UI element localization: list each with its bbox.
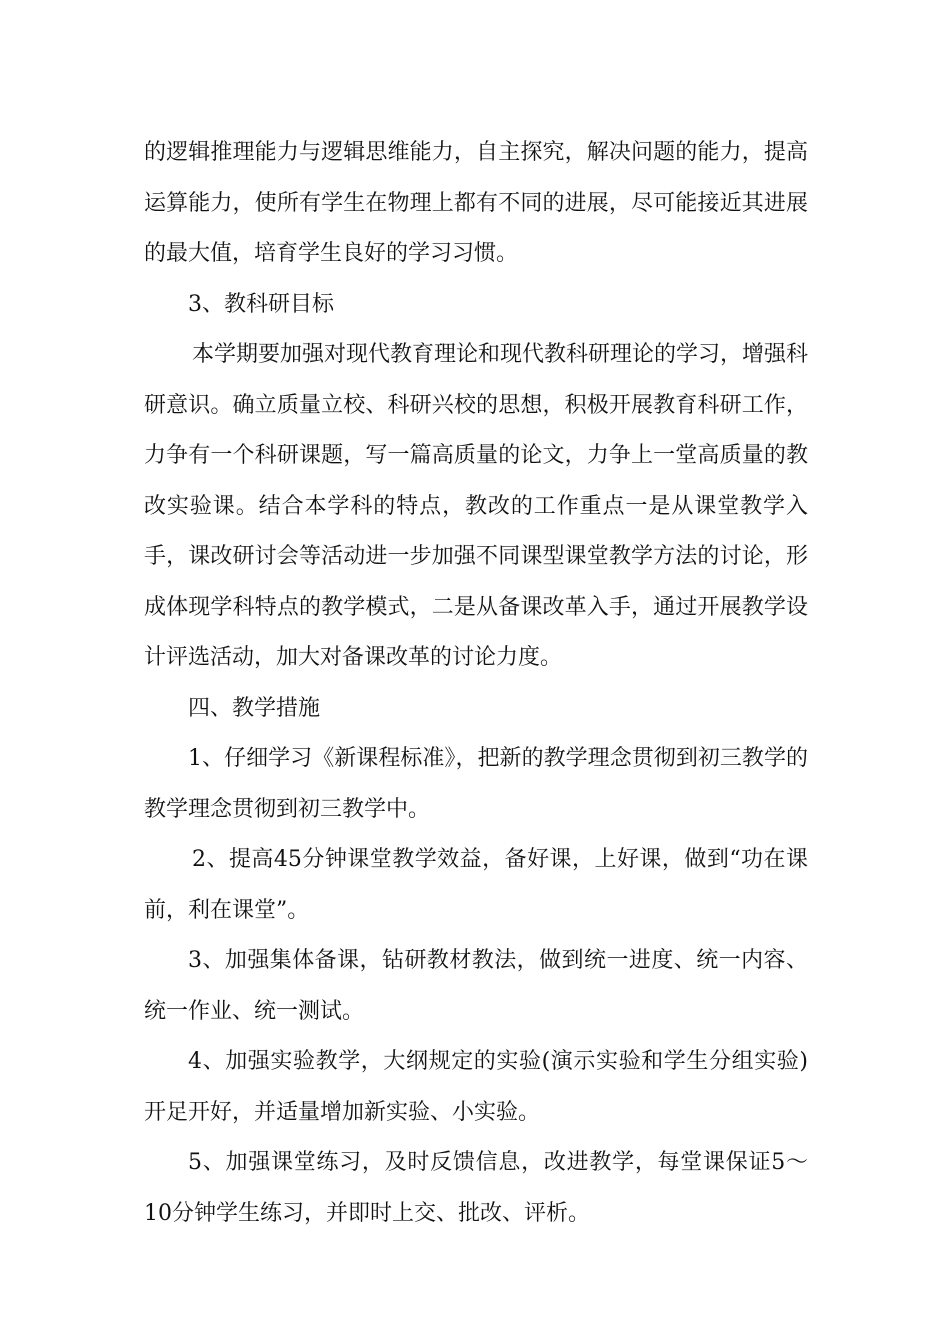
- paragraph-continuation: 的逻辑推理能力与逻辑思维能力，自主探究，解决问题的能力，提高运算能力，使所有学生在物理上都有不同的进展，尽可能接近其进展的最大值，培育学生良好的学习习惯。: [144, 140, 808, 266]
- measure-item-2: 2、提高45分钟课堂教学效益，备好课，上好课，做到“功在课前，利在课堂”。: [144, 847, 808, 923]
- measure-item-1: 1、仔细学习《新课程标准》，把新的教学理念贯彻到初三教学的教学理念贯彻到初三教学中。: [144, 746, 808, 822]
- heading-research-goals: 3、教科研目标: [188, 291, 334, 317]
- heading-teaching-measures: 四、教学措施: [188, 695, 321, 721]
- measure-item-5: 5、加强课堂练习，及时反馈信息，改进教学，每堂课保证5～10分钟学生练习，并即时上交、批改、评析。: [144, 1150, 808, 1226]
- measure-item-3: 3、加强集体备课，钻研教材教法，做到统一进度、统一内容、统一作业、统一测试。: [144, 948, 808, 1024]
- paragraph-research-goals: 本学期要加强对现代教育理论和现代教科研理论的学习，增强科研意识。确立质量立校、科研兴校的思想，积极开展教育科研工作，力争有一个科研课题，写一篇高质量的论文，力争上一堂高质量的教改实验课。结合本学科的特点，教改的工作重点一是从课堂教学入手，课改研讨会等活动进一步加强不同课型课堂教学方法的讨论，形成体现学科特点的教学模式，二是从备课改革入手，通过开展教学设计评选活动，加大对备课改革的讨论力度。: [144, 342, 809, 670]
- document-body: [144, 128, 808, 1239]
- measure-item-4: 4、加强实验教学，大纲规定的实验(演示实验和学生分组实验)开足开好，并适量增加新实验、小实验。: [144, 1049, 808, 1125]
